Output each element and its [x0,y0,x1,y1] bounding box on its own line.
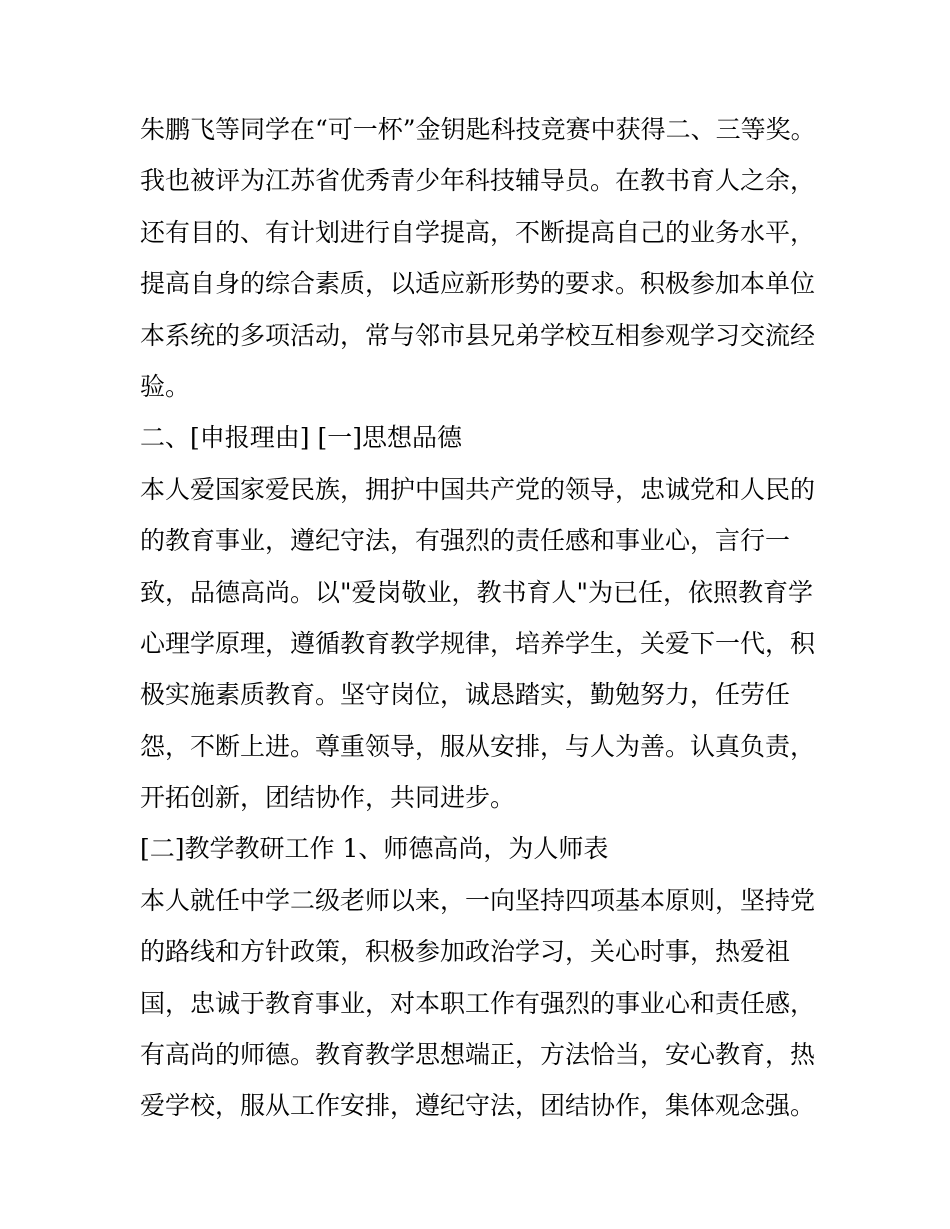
text-line: 提高自身的综合素质，以适应新形势的要求。积极参加本单位 [140,269,816,299]
text-line: 爱学校，服从工作安排，遵纪守法，团结协作，集体观念强。 [140,1091,816,1121]
text-line: 本系统的多项活动，常与邻市县兄弟学校互相参观学习交流经 [140,320,816,350]
text-line: 还有目的、有计划进行自学提高，不断提高自己的业务水平， [140,217,816,247]
text-line: 的教育事业，遵纪守法，有强烈的责任感和事业心，言行一 [140,526,791,556]
section-heading: [二]教学教研工作 1、师德高尚，为人师表 [140,834,609,864]
text-line: 怨，不断上进。尊重领导，服从安排，与人为善。认真负责， [140,731,816,761]
text-line: 的路线和方针政策，积极参加政治学习，关心时事，热爱祖 [140,937,791,967]
text-line: 国，忠诚于教育事业，对本职工作有强烈的事业心和责任感， [140,988,816,1018]
document-body [140,104,820,1132]
text-line: 本人就任中学二级老师以来，一向坚持四项基本原则，坚持党 [140,885,816,915]
text-line: 本人爱国家爱民族，拥护中国共产党的领导，忠诚党和人民的 [140,474,816,504]
text-line: 致，品德高尚。以"爱岗敬业，教书育人"为已任，依照教育学 [140,577,814,607]
text-line: 有高尚的师德。教育教学思想端正，方法恰当，安心教育，热 [140,1040,816,1070]
text-line: 开拓创新，团结协作，共同进步。 [140,783,516,813]
text-line: 朱鹏飞等同学在“可一杯”金钥匙科技竞赛中获得二、三等奖。 [140,115,816,144]
text-line: 验。 [140,371,191,401]
text-line: 极实施素质教育。坚守岗位，诚恳踏实，勤勉努力，任劳任 [140,680,791,710]
text-line: 我也被评为江苏省优秀青少年科技辅导员。在教书育人之余， [140,166,816,196]
text-line: 心理学原理，遵循教育教学规律，培养学生，关爱下一代，积 [140,628,816,658]
section-heading: 二、[申报理由] [一]思想品德 [140,423,462,453]
